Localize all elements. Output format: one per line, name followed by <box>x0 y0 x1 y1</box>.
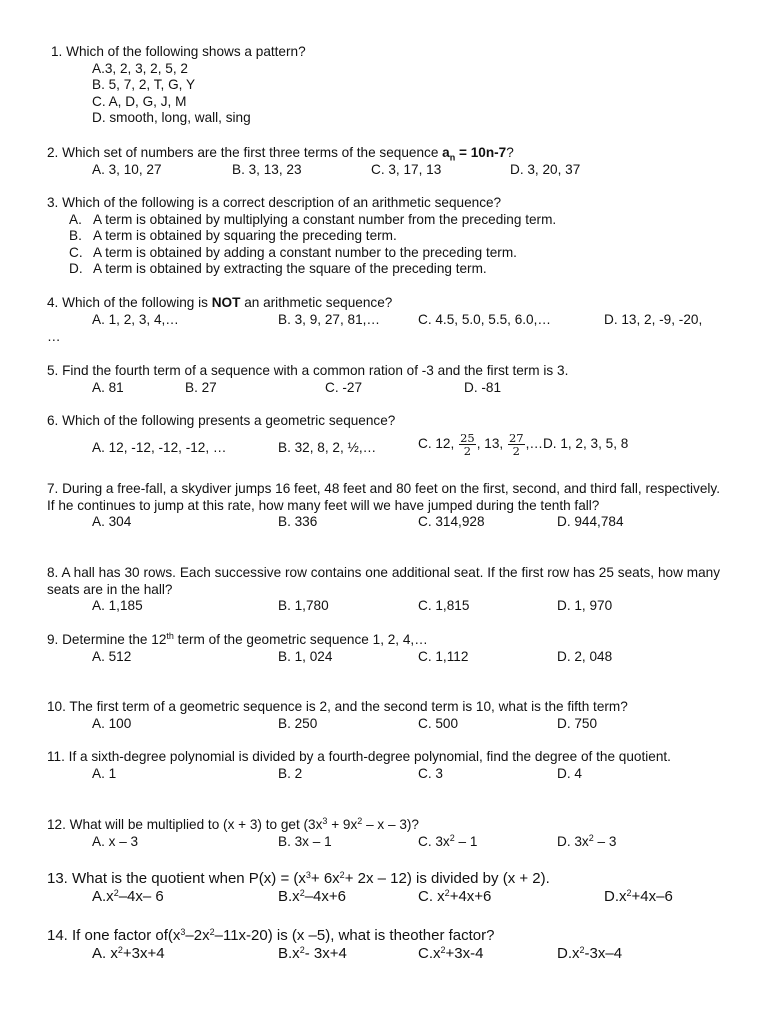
option-b: B. 1, 024 <box>278 648 333 664</box>
option-d: D. 4 <box>557 765 582 781</box>
question-5-stem: 5. Find the fourth term of a sequence with a common ration of -3 and the first term is 3. <box>47 363 569 378</box>
question-1-options <box>92 61 720 127</box>
option-b: B. 3x – 1 <box>278 833 332 849</box>
option-c: $C.x^2+3x-4$ <box>418 945 484 962</box>
question-1-stem: 1. Which of the following shows a pattern? <box>51 44 306 59</box>
question-6-options <box>47 430 720 464</box>
option-a: A. 12, -12, -12, -12, … <box>92 439 227 455</box>
question-14 <box>47 927 720 964</box>
option-a: A. 3, 10, 27 <box>92 161 162 177</box>
option-a: A. 304 <box>92 514 132 529</box>
option-b: B. 250 <box>278 715 318 731</box>
option-d-continuation: … <box>47 328 61 344</box>
question-9-options <box>47 649 720 666</box>
question-14-options <box>47 945 720 964</box>
fraction-27-over-2: $\frac{27}{2}$ <box>508 430 524 458</box>
option-d: D. $3x^2 - 3$ <box>557 832 617 849</box>
question-3-options <box>47 212 720 278</box>
option-c: C. -27 <box>325 379 363 395</box>
option-d: D. A term is obtained by extracting the square of the preceding term. <box>69 261 487 276</box>
option-c: C. 12, $\frac{25}{2}$ , 13, $\frac{27}{2}$ ,…D. 1, 2, 3, 5, 8 <box>418 430 629 458</box>
question-5 <box>47 363 720 397</box>
option-a: $A.x^2-4x-$ 6 <box>92 888 164 905</box>
option-d: $D.x^2+4x-6$ <box>604 888 673 905</box>
option-b: B. 1,780 <box>278 598 329 613</box>
option-a: A. 512 <box>92 648 132 664</box>
question-7-options <box>47 514 720 531</box>
option-c: C. $x^2+4x+6$ <box>418 888 492 905</box>
option-c: C. A, D, G, J, M <box>92 93 187 109</box>
question-12 <box>47 817 720 851</box>
question-4-options <box>47 312 720 329</box>
option-b: B. 336 <box>278 514 318 529</box>
question-2-options <box>47 162 720 179</box>
question-4 <box>47 295 720 345</box>
option-c: C. 314,928 <box>418 514 485 529</box>
option-b: B. 27 <box>185 379 217 395</box>
question-10 <box>47 699 720 733</box>
question-7-stem: 7. During a free-fall, a skydiver jumps 16 feet, 48 feet and 80 feet on the first, second, and third fall, respectively. If he continues to jump at this rate, how many feet will we have jumped during the tenth fall? <box>47 481 720 513</box>
option-a: A. 100 <box>92 715 132 731</box>
question-6-stem: 6. Which of the following presents a geometric sequence? <box>47 413 396 428</box>
option-a: A. 1, 2, 3, 4,… <box>92 311 179 327</box>
option-d: D. 944,784 <box>557 514 624 529</box>
option-c: C. 3, 17, 13 <box>371 161 442 177</box>
question-9 <box>47 632 720 666</box>
option-a: A. $x^2+3x+4$ <box>92 945 165 962</box>
option-c: C. 1,112 <box>418 648 469 664</box>
option-c: C. 4.5, 5.0, 5.5, 6.0,… <box>418 311 551 327</box>
question-13-options <box>47 888 720 907</box>
option-b: B. 3, 9, 27, 81,… <box>278 311 381 327</box>
question-11 <box>47 749 720 783</box>
question-3 <box>47 195 720 278</box>
option-d: D. 1, 970 <box>557 598 613 613</box>
option-b: B. A term is obtained by squaring the preceding term. <box>69 228 397 243</box>
fraction-25-over-2: $\frac{25}{2}$ <box>460 430 475 458</box>
option-b: B. 2 <box>278 765 303 781</box>
question-9-stem: 9. Determine the 12th term of the geometric sequence 1, 2, 4,… <box>47 631 428 647</box>
question-12-options <box>47 834 720 851</box>
option-d: D. 3, 20, 37 <box>510 161 581 177</box>
option-a: A.3, 2, 3, 2, 5, 2 <box>92 60 188 76</box>
question-7 <box>47 481 720 531</box>
question-10-stem: 10. The first term of a geometric sequence is 2, and the second term is 10, what is the fifth term? <box>47 699 628 714</box>
option-b: B. 32, 8, 2, ½,… <box>278 439 377 455</box>
question-2 <box>47 145 720 179</box>
question-1 <box>47 44 720 127</box>
option-d: D. 750 <box>557 715 598 731</box>
option-a: A. 1,185 <box>92 598 143 613</box>
option-d: D. smooth, long, wall, sing <box>92 110 251 125</box>
question-14-stem: 14. If one factor $of(x^3-2x^2-11x-20)$ is (x –5), what is theother factor? <box>47 927 495 944</box>
question-6 <box>47 413 720 464</box>
option-a: A. x – 3 <box>92 833 139 849</box>
question-13 <box>47 870 720 907</box>
question-11-stem: 11. If a sixth-degree polynomial is divided by a fourth-degree polynomial, find the degree of the quotient. <box>47 749 671 764</box>
option-b: B. 3, 13, 23 <box>232 161 302 177</box>
question-3-stem: 3. Which of the following is a correct description of an arithmetic sequence? <box>47 195 502 210</box>
question-4-stem: 4. Which of the following is NOT an arithmetic sequence? <box>47 295 393 310</box>
question-12-stem: 12. What will be multiplied to (x + 3) to get $(3x^3 + 9x^2 - x - 3)$? <box>47 816 419 832</box>
option-d: $D.x^2-3x-4$ <box>557 945 623 962</box>
question-5-options <box>47 380 720 397</box>
option-d: D. 1, 2, 3, 5, 8 <box>542 435 629 451</box>
option-b: $B.x^2-$ 3x+4 <box>278 945 347 962</box>
option-a: A. 81 <box>92 379 124 395</box>
option-c: C. 3 <box>418 765 443 781</box>
option-b: $B.x^2-4x+6$ <box>278 888 346 905</box>
question-10-options <box>47 716 720 733</box>
option-c: C. $3x^2 - 1$ <box>418 832 478 849</box>
option-a: A. 1 <box>92 765 117 781</box>
option-c: C. 1,815 <box>418 598 470 613</box>
question-8 <box>47 565 720 615</box>
option-d: D. 2, 048 <box>557 648 613 664</box>
option-d: D. -81 <box>464 379 502 395</box>
question-8-options <box>47 598 720 615</box>
sequence-formula: $a_n = 10n-7$ <box>442 145 507 163</box>
question-11-options <box>47 766 720 783</box>
option-c: C. 500 <box>418 715 459 731</box>
option-d: D. 13, 2, -9, -20, <box>604 311 703 327</box>
option-a: A. A term is obtained by multiplying a constant number from the preceding term. <box>69 211 557 227</box>
question-8-stem: 8. A hall has 30 rows. Each successive row contains one additional seat. If the first row has 25 seats, how many seats are in the hall? <box>47 565 720 597</box>
question-2-stem: 2. Which set of numbers are the first three terms of the sequence $a_n = 10n-7$? <box>47 145 514 163</box>
option-b: B. 5, 7, 2, T, G, Y <box>92 77 196 92</box>
option-c: C. A term is obtained by adding a constant number to the preceding term. <box>69 244 517 260</box>
question-13-stem: 13. What is the quotient when $P(x) = (x^3+ 6x^2+ 2x - 12)$ is divided by (x + 2). <box>47 870 550 887</box>
